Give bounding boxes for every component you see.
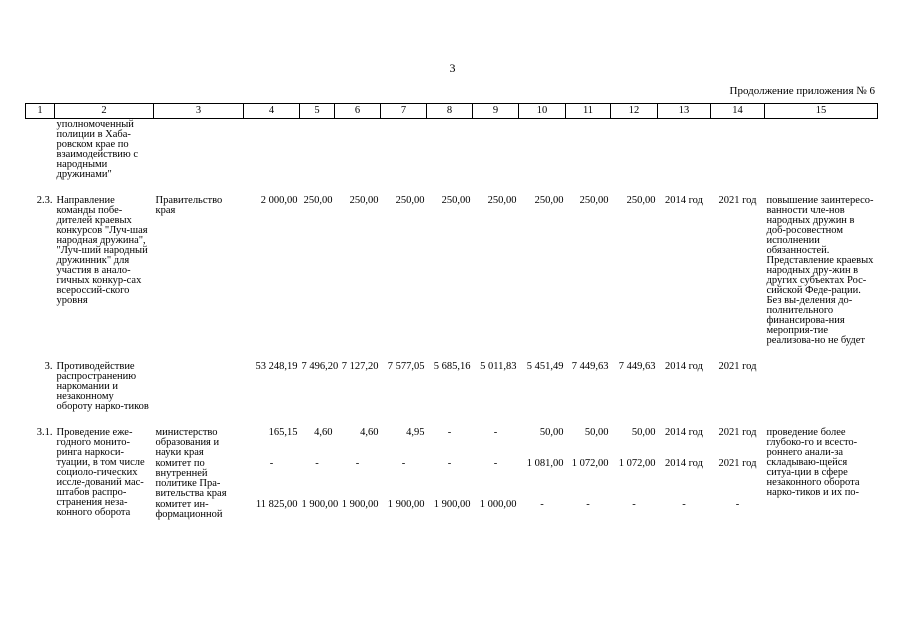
expected-result: проведение более глубоко-го и всесто-роннего анали-за складываю-щейся ситуа-ции в сфере незаконного оборота нарко-тиков и их по- [766,427,860,498]
header-cell: 4 [244,104,300,119]
amount-year: - [493,427,498,438]
table-row [26,195,878,346]
amount-year [381,119,427,181]
expected-result [765,119,878,181]
amount-year: 4,60 [360,427,379,438]
amount-year: - [447,427,452,438]
amount-year: 1 072,00 [618,458,656,469]
amount-year: 250,00 [303,195,333,206]
amount-year [473,119,519,181]
start-year: - [682,499,686,510]
amount-year: 7 127,20 [341,361,379,372]
table-row [26,119,878,181]
end-year: - [735,499,740,510]
amount-year: 50,00 [584,427,609,438]
row-spacer [26,180,878,195]
page-number: 3 [449,61,456,75]
table-row [26,361,878,412]
amount-year: 5 685,16 [433,361,471,372]
header-cell: 13 [658,104,711,119]
amount-year: 1 000,00 [479,499,517,510]
amount-year: 5 011,83 [480,361,517,372]
start-year [658,119,711,181]
executor: комитет ин-формационной [155,499,223,520]
amount-year: 1 900,00 [301,499,339,510]
end-year: 2021 год [718,361,757,372]
amount-year: - [632,499,636,510]
amount-year: 250,00 [487,195,517,206]
start-year: 2014 год [665,195,703,206]
amount-year [300,119,335,181]
amount-total: 2 000,00 [260,195,298,206]
start-year: 2014 год [665,458,703,469]
amount-year: 1 900,00 [341,499,379,510]
amount-year: 250,00 [395,195,425,206]
appendix-continuation-label: Продолжение приложения № 6 [729,85,875,97]
amount-total: 11 825,00 [255,499,298,510]
header-cell: 9 [473,104,519,119]
header-cell: 7 [381,104,427,119]
row-number: 3.1. [36,427,53,438]
executor: министерство образования и науки края [155,427,220,458]
end-year: 2021 год [718,195,757,206]
amount-year: 50,00 [631,427,656,438]
end-year: 2021 год [718,427,757,438]
header-cell: 3 [154,104,244,119]
measure-name: Направление команды побе-дителей краевых конкурсов "Луч-шая народная дружина", "Луч-ший народный дружинник" для участия в анало-гичных конкур-сах всероссий-ского уровня [56,195,148,306]
header-cell: 1 [26,104,55,119]
header-cell: 10 [519,104,566,119]
measure-name: Противодействие распространению наркомании и незаконному обороту нарко-тиков [56,361,149,412]
amount-year: - [586,499,590,510]
row-number [26,119,55,181]
amount-year: - [540,499,544,510]
header-cell: 5 [300,104,335,119]
amount-year: - [493,458,498,469]
measure-name: Проведение еже-годного монито-ринга наркоси-туации, в том числе социоло-гических иссле-дований мас-штабов распро-странения неза-конного оборота [56,427,145,518]
executor: комитет по внутренней политике Пра-вительства края [155,458,227,499]
header-cell: 11 [566,104,611,119]
row-number: 3. [44,361,53,372]
start-year: 2014 год [665,361,703,372]
header-cell: 8 [427,104,473,119]
table-header-row [26,104,878,119]
table-row [26,427,878,458]
amount-total: 53 248,19 [255,361,298,372]
amount-year: - [447,458,452,469]
amount-year: 4,95 [406,427,425,438]
executor: Правительство края [155,195,223,216]
amount-year [335,119,381,181]
executor [154,119,244,181]
header-cell: 12 [611,104,658,119]
amount-year: 1 072,00 [571,458,609,469]
amount-year: 250,00 [349,195,379,206]
row-spacer [26,412,878,427]
amount-year: 7 449,63 [618,361,656,372]
amount-year [519,119,566,181]
amount-year: 250,00 [626,195,656,206]
start-year: 2014 год [665,427,703,438]
header-cell: 6 [335,104,381,119]
end-year: 2021 год [718,458,757,469]
amount-year: 250,00 [579,195,609,206]
header-cell: 15 [765,104,878,119]
end-year [711,119,765,181]
amount-year: 1 900,00 [387,499,425,510]
table-row [26,458,878,499]
header-cell: 14 [711,104,765,119]
amount-year: - [315,458,319,469]
measure-name: уполномоченный полиции в Хаба-ровском крае по взаимодействию с народными дружинами" [56,119,139,180]
amount-year: 1 900,00 [433,499,471,510]
amount-year: - [401,458,406,469]
amount-year: 7 496,20 [301,361,339,372]
amount-year: 5 451,49 [526,361,564,372]
amount-year: 50,00 [539,427,564,438]
amount-total: 165,15 [268,427,298,438]
amount-year [427,119,473,181]
executor [154,361,244,412]
budget-table [25,103,878,520]
amount-year: 7 577,05 [387,361,425,372]
amount-year: 1 081,00 [526,458,564,469]
row-number: 2.3. [36,195,53,206]
amount-total [244,119,300,181]
table-row [26,499,878,520]
amount-year: 7 449,63 [571,361,609,372]
expected-result [765,361,878,412]
amount-year: 4,60 [314,427,333,438]
header-cell: 2 [55,104,154,119]
amount-year: 250,00 [441,195,471,206]
amount-year: 250,00 [534,195,564,206]
row-spacer [26,346,878,361]
amount-year [566,119,611,181]
expected-result: повышение заинтересо-ванности чле-нов народных дружин в доб-росовестном исполнении обязанностей. Представление краевых народных дру-жин в других субъектах Рос-сийской Феде-рации. Без вы-деления до-полнительного финансирова-ния мероприя-тие реализова-но не будет [766,195,874,346]
amount-total: - [269,458,274,469]
amount-year [611,119,658,181]
amount-year: - [355,458,360,469]
